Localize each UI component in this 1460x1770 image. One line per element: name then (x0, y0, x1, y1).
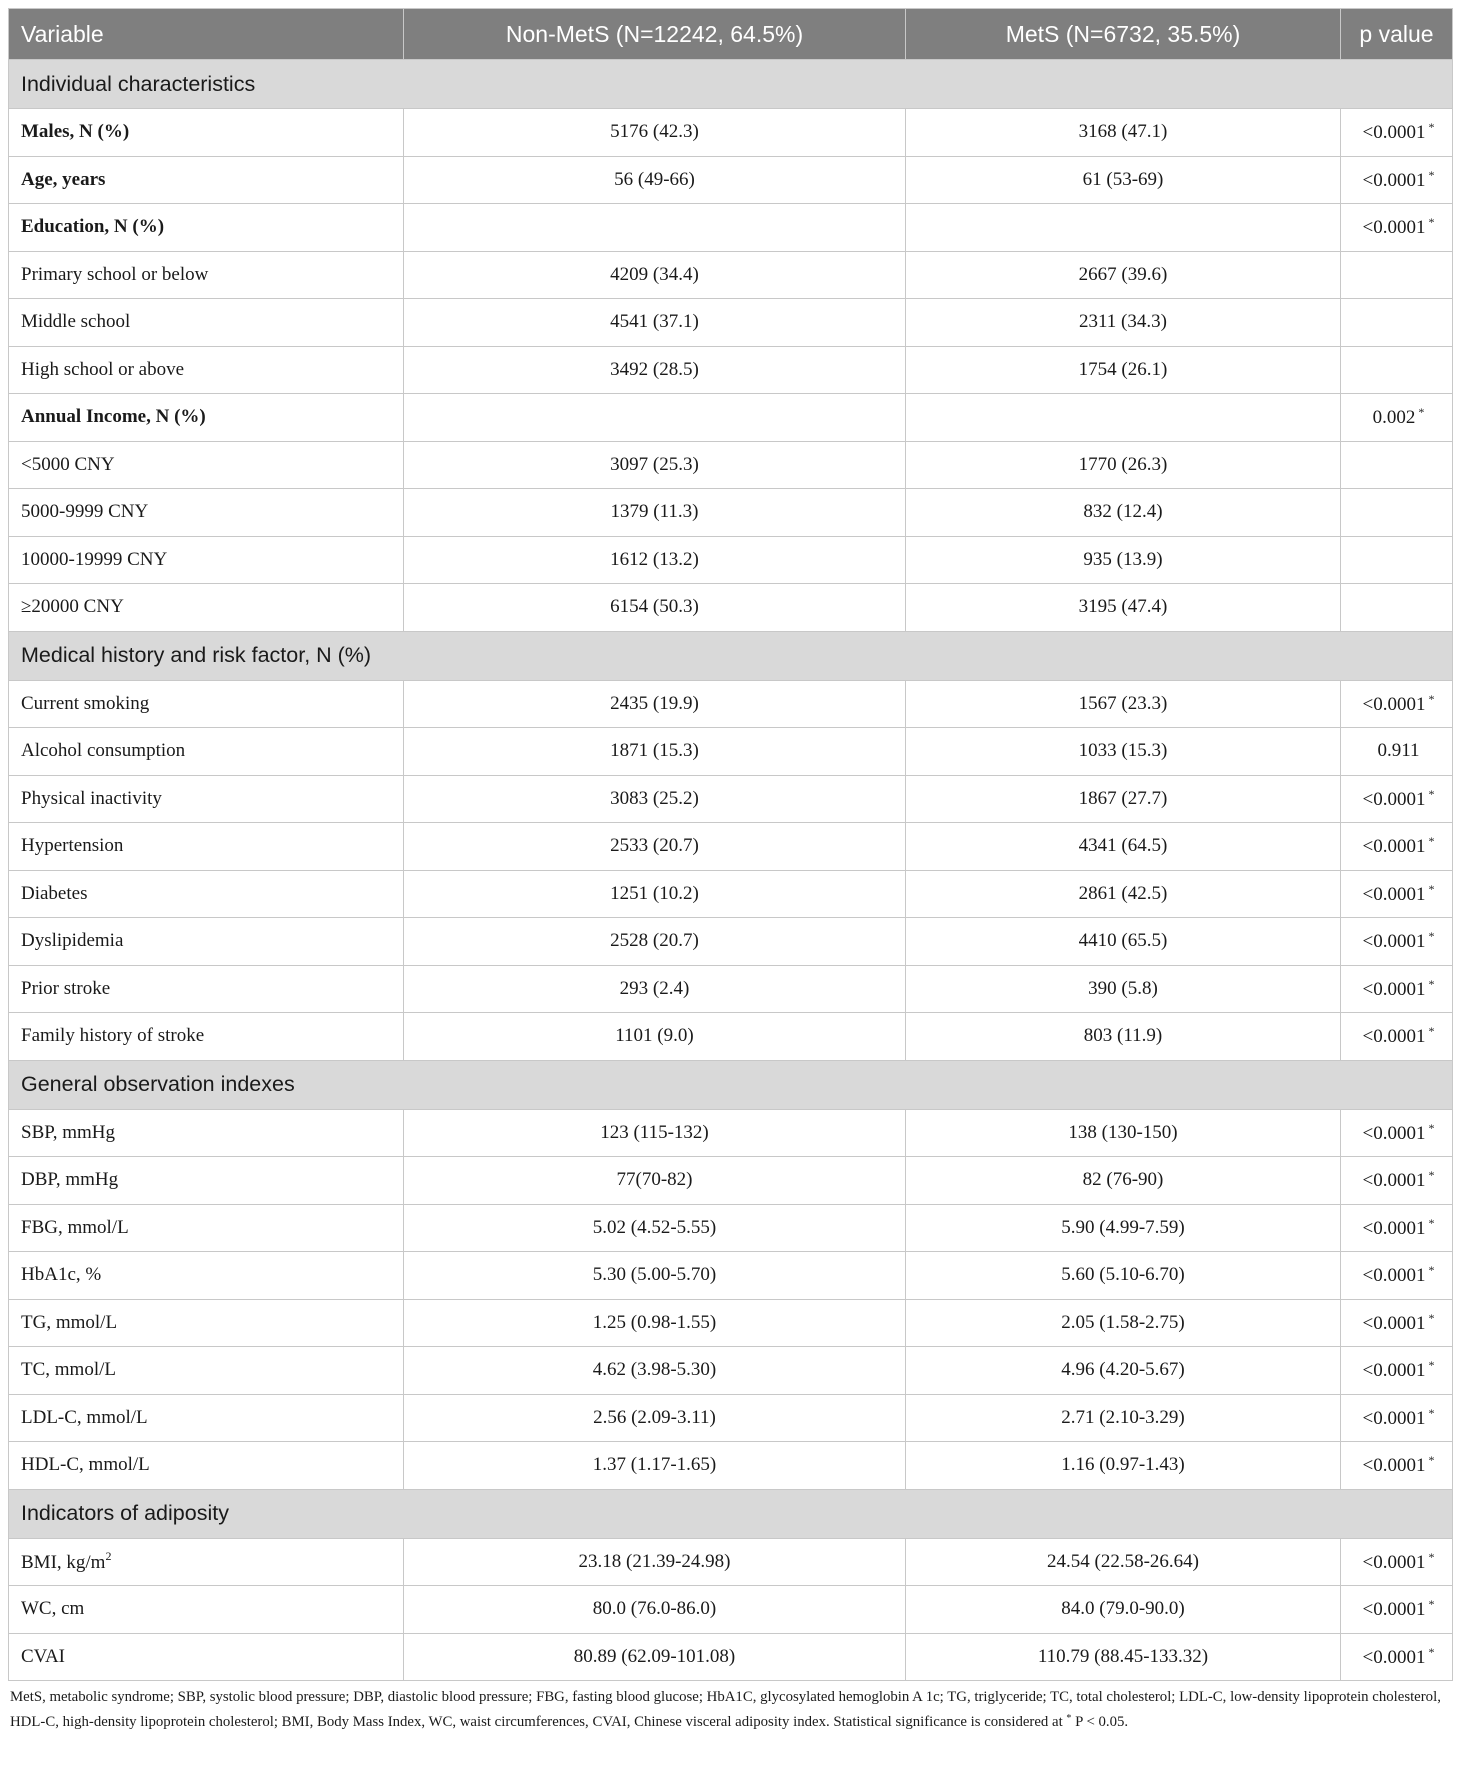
variable-label: Middle school (21, 311, 131, 333)
significance-marker: * (1418, 405, 1425, 420)
table-row (9, 775, 1453, 823)
section-heading: General observation indexes (9, 1060, 1453, 1109)
baseline-characteristics-table (8, 8, 1453, 1681)
table-row (9, 1586, 1453, 1634)
variable-label: HDL-C, mmol/L (21, 1454, 150, 1476)
variable-label: TG, mmol/L (21, 1311, 118, 1333)
non-mets-value: 6154 (50.3) (404, 584, 906, 632)
variable-cell (9, 680, 404, 728)
non-mets-value: 80.89 (62.09-101.08) (404, 1633, 906, 1681)
non-mets-value: 1.25 (0.98-1.55) (404, 1299, 906, 1347)
mets-value: 832 (12.4) (906, 489, 1341, 537)
p-value: <0.0001 (1362, 836, 1426, 858)
p-value: <0.0001 (1362, 1407, 1426, 1429)
variable-label: Hypertension (21, 835, 124, 857)
p-value: <0.0001 (1362, 1599, 1426, 1621)
variable-cell (9, 394, 404, 442)
table-row (9, 584, 1453, 632)
variable-cell (9, 1109, 404, 1157)
non-mets-value: 1871 (15.3) (404, 728, 906, 776)
p-value-cell (1341, 299, 1453, 347)
section-row (9, 631, 1453, 680)
p-value-cell (1341, 251, 1453, 299)
p-value-cell (1341, 394, 1453, 442)
significance-marker: * (1428, 215, 1435, 230)
table-row (9, 728, 1453, 776)
variable-label: LDL-C, mmol/L (21, 1406, 148, 1428)
mets-value: 110.79 (88.45-133.32) (906, 1633, 1341, 1681)
variable-cell (9, 823, 404, 871)
variable-cell (9, 1442, 404, 1490)
non-mets-value (404, 394, 906, 442)
non-mets-value: 4.62 (3.98-5.30) (404, 1347, 906, 1395)
mets-value: 2.05 (1.58-2.75) (906, 1299, 1341, 1347)
table-body (9, 60, 1453, 1681)
p-value: <0.0001 (1362, 217, 1426, 239)
mets-value: 2311 (34.3) (906, 299, 1341, 347)
non-mets-value: 293 (2.4) (404, 965, 906, 1013)
variable-label: Prior stroke (21, 977, 111, 999)
p-value-cell (1341, 1109, 1453, 1157)
significance-marker: * (1428, 1597, 1435, 1612)
mets-value: 84.0 (79.0-90.0) (906, 1586, 1341, 1634)
p-value: <0.0001 (1362, 1026, 1426, 1048)
table-row (9, 109, 1453, 157)
header-variable: Variable (9, 9, 404, 60)
variable-label: Alcohol consumption (21, 740, 186, 762)
variable-label: Annual Income, N (%) (21, 406, 206, 428)
p-value: <0.0001 (1362, 1455, 1426, 1477)
mets-value: 3195 (47.4) (906, 584, 1341, 632)
table-row (9, 1538, 1453, 1586)
non-mets-value: 5.30 (5.00-5.70) (404, 1252, 906, 1300)
significance-marker: * (1428, 120, 1435, 135)
table-row (9, 1347, 1453, 1395)
variable-label: FBG, mmol/L (21, 1216, 129, 1238)
variable-cell (9, 441, 404, 489)
p-value-cell (1341, 775, 1453, 823)
p-value: <0.0001 (1362, 788, 1426, 810)
variable-label: High school or above (21, 358, 185, 380)
significance-marker: * (1428, 1120, 1435, 1135)
variable-label: WC, cm (21, 1598, 85, 1620)
table-row (9, 1109, 1453, 1157)
non-mets-value: 3097 (25.3) (404, 441, 906, 489)
table-header (9, 9, 1453, 60)
p-value-cell (1341, 1347, 1453, 1395)
variable-label: Family history of stroke (21, 1025, 205, 1047)
table-row (9, 394, 1453, 442)
variable-label: Males, N (%) (21, 121, 130, 143)
variable-cell (9, 1586, 404, 1634)
variable-cell (9, 584, 404, 632)
mets-value: 4410 (65.5) (906, 918, 1341, 966)
variable-cell (9, 1394, 404, 1442)
variable-label: Age, years (21, 168, 106, 190)
significance-marker: * (1428, 1644, 1435, 1659)
variable-cell (9, 775, 404, 823)
p-value-cell (1341, 489, 1453, 537)
variable-label: Current smoking (21, 692, 150, 714)
non-mets-value: 4209 (34.4) (404, 251, 906, 299)
p-value-cell (1341, 1204, 1453, 1252)
non-mets-value: 80.0 (76.0-86.0) (404, 1586, 906, 1634)
p-value-cell (1341, 536, 1453, 584)
p-value: <0.0001 (1362, 1122, 1426, 1144)
p-value-cell (1341, 1538, 1453, 1586)
variable-cell (9, 1204, 404, 1252)
non-mets-value: 23.18 (21.39-24.98) (404, 1538, 906, 1586)
table-row (9, 536, 1453, 584)
non-mets-value: 3492 (28.5) (404, 346, 906, 394)
variable-cell (9, 1013, 404, 1061)
p-value: <0.0001 (1362, 883, 1426, 905)
significance-marker: * (1428, 1358, 1435, 1373)
p-value-cell (1341, 1299, 1453, 1347)
significance-marker: * (1428, 786, 1435, 801)
mets-value (906, 394, 1341, 442)
non-mets-value: 56 (49-66) (404, 156, 906, 204)
table-row (9, 918, 1453, 966)
significance-marker: * (1428, 1405, 1435, 1420)
table-row (9, 299, 1453, 347)
mets-value: 5.60 (5.10-6.70) (906, 1252, 1341, 1300)
header-non-mets: Non-MetS (N=12242, 64.5%) (404, 9, 906, 60)
non-mets-value: 5176 (42.3) (404, 109, 906, 157)
p-value-cell (1341, 1633, 1453, 1681)
table-row (9, 156, 1453, 204)
non-mets-value: 4541 (37.1) (404, 299, 906, 347)
variable-cell (9, 299, 404, 347)
p-value-cell (1341, 204, 1453, 252)
non-mets-value: 2.56 (2.09-3.11) (404, 1394, 906, 1442)
mets-value: 1770 (26.3) (906, 441, 1341, 489)
non-mets-value: 1251 (10.2) (404, 870, 906, 918)
variable-label: Diabetes (21, 882, 88, 904)
mets-value: 2667 (39.6) (906, 251, 1341, 299)
mets-value: 2.71 (2.10-3.29) (906, 1394, 1341, 1442)
variable-cell (9, 1538, 404, 1586)
non-mets-value: 3083 (25.2) (404, 775, 906, 823)
variable-label: Education, N (%) (21, 216, 165, 238)
header-mets: MetS (N=6732, 35.5%) (906, 9, 1341, 60)
variable-label: TC, mmol/L (21, 1359, 116, 1381)
mets-value: 4341 (64.5) (906, 823, 1341, 871)
variable-cell (9, 156, 404, 204)
variable-cell (9, 1633, 404, 1681)
significance-marker: * (1428, 1024, 1435, 1039)
variable-label: SBP, mmHg (21, 1121, 115, 1143)
table-row (9, 680, 1453, 728)
variable-label: Physical inactivity (21, 787, 162, 809)
significance-marker: * (1428, 1168, 1435, 1183)
footnote-significance-marker: * (1066, 1713, 1072, 1724)
p-value-cell (1341, 870, 1453, 918)
mets-value: 935 (13.9) (906, 536, 1341, 584)
significance-marker: * (1428, 1310, 1435, 1325)
variable-cell (9, 109, 404, 157)
variable-label: DBP, mmHg (21, 1169, 119, 1191)
p-value: <0.0001 (1362, 1646, 1426, 1668)
significance-marker: * (1428, 1453, 1435, 1468)
footnote-text: MetS, metabolic syndrome; SBP, systolic blood pressure; DBP, diastolic blood pressure; FBG, fasting blood glucose; HbA1C, glycosylated hemoglobin A 1c; TG, triglyceride; TC, total cholesterol; LDL-C, low-density lipoprotein cholesterol, HDL-C, high-density lipoprotein cholesterol; BMI, Body Mass Index, WC, waist circumferences, CVAI, Chinese visceral adiposity index. Statistical significance is considered at (10, 1689, 1441, 1730)
significance-marker: * (1428, 691, 1435, 706)
variable-label: ≥20000 CNY (21, 596, 124, 618)
variable-cell (9, 1347, 404, 1395)
non-mets-value: 5.02 (4.52-5.55) (404, 1204, 906, 1252)
significance-marker: * (1428, 167, 1435, 182)
mets-value: 1867 (27.7) (906, 775, 1341, 823)
mets-value: 803 (11.9) (906, 1013, 1341, 1061)
mets-value: 138 (130-150) (906, 1109, 1341, 1157)
footnote-threshold: P < 0.05. (1071, 1714, 1129, 1730)
p-value: <0.0001 (1362, 1551, 1426, 1573)
non-mets-value: 1612 (13.2) (404, 536, 906, 584)
variable-label: <5000 CNY (21, 453, 115, 475)
variable-label: Primary school or below (21, 263, 209, 285)
section-row (9, 1489, 1453, 1538)
mets-value: 2861 (42.5) (906, 870, 1341, 918)
table-row (9, 346, 1453, 394)
p-value-cell (1341, 1586, 1453, 1634)
table-container (8, 8, 1452, 1733)
table-row (9, 441, 1453, 489)
variable-cell (9, 870, 404, 918)
table-row (9, 1299, 1453, 1347)
p-value-cell (1341, 1394, 1453, 1442)
section-row (9, 1060, 1453, 1109)
p-value-cell (1341, 1442, 1453, 1490)
p-value-cell (1341, 441, 1453, 489)
p-value-cell (1341, 584, 1453, 632)
p-value: 0.002 (1372, 407, 1416, 429)
mets-value: 5.90 (4.99-7.59) (906, 1204, 1341, 1252)
p-value-cell (1341, 1013, 1453, 1061)
p-value-cell (1341, 918, 1453, 966)
p-value: <0.0001 (1362, 978, 1426, 1000)
table-row (9, 204, 1453, 252)
non-mets-value (404, 204, 906, 252)
non-mets-value: 77(70-82) (404, 1157, 906, 1205)
mets-value: 390 (5.8) (906, 965, 1341, 1013)
variable-label: CVAI (21, 1645, 65, 1667)
p-value: <0.0001 (1362, 1360, 1426, 1382)
significance-marker: * (1428, 834, 1435, 849)
table-row (9, 965, 1453, 1013)
non-mets-value: 2435 (19.9) (404, 680, 906, 728)
table-row (9, 1013, 1453, 1061)
table-row (9, 251, 1453, 299)
variable-cell (9, 1299, 404, 1347)
non-mets-value: 1.37 (1.17-1.65) (404, 1442, 906, 1490)
variable-cell (9, 204, 404, 252)
table-row (9, 1633, 1453, 1681)
table-row (9, 823, 1453, 871)
p-value-cell (1341, 109, 1453, 157)
variable-cell (9, 346, 404, 394)
p-value: <0.0001 (1362, 1217, 1426, 1239)
p-value-cell (1341, 1252, 1453, 1300)
table-row (9, 1252, 1453, 1300)
mets-value: 82 (76-90) (906, 1157, 1341, 1205)
significance-marker: * (1428, 976, 1435, 991)
section-heading: Medical history and risk factor, N (%) (9, 631, 1453, 680)
significance-marker: * (1428, 1263, 1435, 1278)
significance-marker: * (1428, 881, 1435, 896)
variable-cell (9, 728, 404, 776)
unit-superscript: 2 (105, 1549, 112, 1564)
section-heading: Individual characteristics (9, 60, 1453, 109)
p-value: <0.0001 (1362, 169, 1426, 191)
variable-cell (9, 918, 404, 966)
table-row (9, 1204, 1453, 1252)
p-value: <0.0001 (1362, 1312, 1426, 1334)
non-mets-value: 123 (115-132) (404, 1109, 906, 1157)
non-mets-value: 1101 (9.0) (404, 1013, 906, 1061)
variable-label: 10000-19999 CNY (21, 548, 168, 570)
p-value-cell (1341, 156, 1453, 204)
mets-value: 4.96 (4.20-5.67) (906, 1347, 1341, 1395)
p-value: <0.0001 (1362, 1265, 1426, 1287)
non-mets-value: 2533 (20.7) (404, 823, 906, 871)
variable-cell (9, 536, 404, 584)
table-row (9, 870, 1453, 918)
table-row (9, 1394, 1453, 1442)
mets-value: 1567 (23.3) (906, 680, 1341, 728)
significance-marker: * (1428, 1215, 1435, 1230)
p-value-cell (1341, 1157, 1453, 1205)
variable-cell (9, 251, 404, 299)
variable-cell (9, 1157, 404, 1205)
variable-label: Dyslipidemia (21, 930, 124, 952)
header-row (9, 9, 1453, 60)
table-row (9, 1157, 1453, 1205)
header-p-value: p value (1341, 9, 1453, 60)
significance-marker: * (1428, 1549, 1435, 1564)
variable-label: HbA1c, % (21, 1264, 102, 1286)
p-value-cell (1341, 346, 1453, 394)
table-row (9, 1442, 1453, 1490)
non-mets-value: 1379 (11.3) (404, 489, 906, 537)
variable-cell (9, 489, 404, 537)
p-value: <0.0001 (1362, 1170, 1426, 1192)
non-mets-value: 2528 (20.7) (404, 918, 906, 966)
p-value: <0.0001 (1362, 122, 1426, 144)
section-heading: Indicators of adiposity (9, 1489, 1453, 1538)
p-value-cell (1341, 728, 1453, 776)
table-footnote (8, 1686, 1454, 1733)
mets-value: 1.16 (0.97-1.43) (906, 1442, 1341, 1490)
variable-cell (9, 1252, 404, 1300)
mets-value: 3168 (47.1) (906, 109, 1341, 157)
p-value: <0.0001 (1362, 693, 1426, 715)
p-value: <0.0001 (1362, 931, 1426, 953)
section-row (9, 60, 1453, 109)
mets-value: 24.54 (22.58-26.64) (906, 1538, 1341, 1586)
p-value: 0.911 (1377, 740, 1420, 762)
mets-value: 61 (53-69) (906, 156, 1341, 204)
mets-value: 1033 (15.3) (906, 728, 1341, 776)
mets-value: 1754 (26.1) (906, 346, 1341, 394)
variable-cell (9, 965, 404, 1013)
p-value-cell (1341, 823, 1453, 871)
table-row (9, 489, 1453, 537)
p-value-cell (1341, 680, 1453, 728)
mets-value (906, 204, 1341, 252)
p-value-cell (1341, 965, 1453, 1013)
variable-label: 5000-9999 CNY (21, 501, 149, 523)
variable-label: BMI, kg/m (21, 1552, 106, 1574)
significance-marker: * (1428, 929, 1435, 944)
